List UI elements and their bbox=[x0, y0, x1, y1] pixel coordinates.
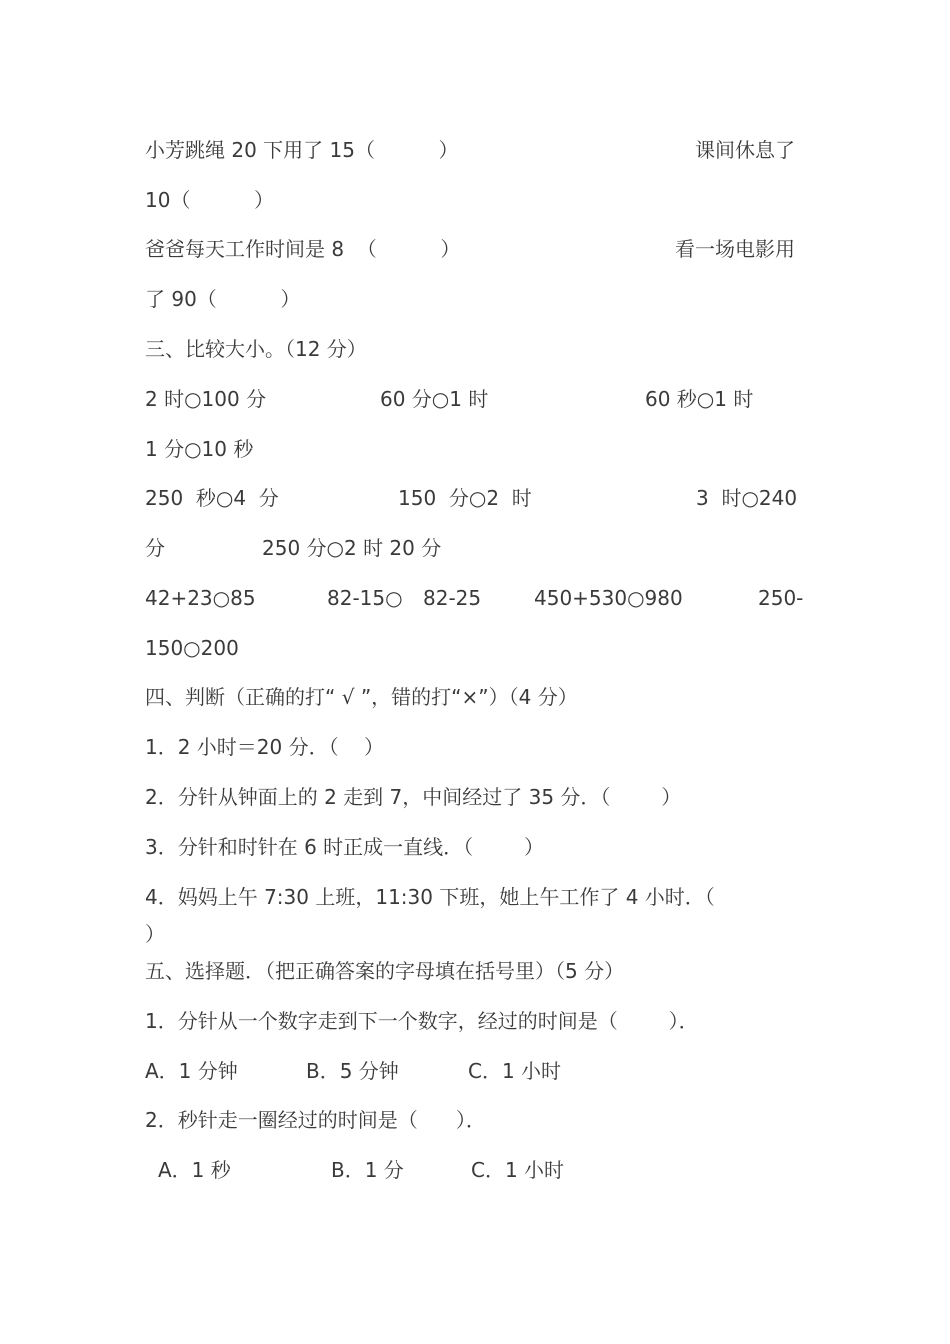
choice-question-2: 2．秒针走一圈经过的时间是（ ）． bbox=[145, 1108, 486, 1132]
compare-item: 150 分○2 时 bbox=[398, 486, 532, 510]
compare-item: 250 分○2 时 20 分 bbox=[262, 536, 442, 560]
choice-option-c: C．1 小时 bbox=[471, 1158, 565, 1182]
compare-item: 1 分○10 秒 bbox=[145, 437, 254, 461]
fill-blank-line-1a: 小芳跳绳 20 下用了 15（ ） bbox=[145, 138, 459, 162]
compare-item: 250 秒○4 分 bbox=[145, 486, 279, 510]
compare-item: 82-15○ bbox=[327, 586, 403, 610]
choice-option-a: A．1 分钟 bbox=[145, 1059, 238, 1083]
fill-blank-line-1b: 课间休息了 bbox=[695, 138, 795, 162]
compare-item: 150○200 bbox=[145, 636, 239, 660]
choice-option-b: B．1 分 bbox=[331, 1158, 404, 1182]
section-5-heading: 五、选择题．（把正确答案的字母填在括号里）（5 分） bbox=[145, 959, 625, 983]
fill-blank-line-3b: 看一场电影用 bbox=[675, 237, 795, 261]
choice-option-a: A．1 秒 bbox=[158, 1158, 231, 1182]
fill-blank-line-2: 10（ ） bbox=[145, 188, 275, 212]
section-3-heading: 三、比较大小。（12 分） bbox=[145, 337, 367, 361]
compare-item: 2 时○100 分 bbox=[145, 387, 267, 411]
judge-question-2: 2．分针从钟面上的 2 走到 7，中间经过了 35 分．（ ） bbox=[145, 785, 682, 809]
judge-question-4-paren: ） bbox=[145, 922, 165, 946]
choice-option-c: C．1 小时 bbox=[468, 1059, 562, 1083]
section-4-heading: 四、判断（正确的打“ √ ”，错的打“×”）（4 分） bbox=[145, 685, 578, 709]
compare-item: 82-25 bbox=[423, 586, 482, 610]
compare-item: 分 bbox=[145, 536, 165, 560]
judge-question-4: 4．妈妈上午 7:30 上班，11:30 下班，她上午工作了 4 小时．（ bbox=[145, 885, 715, 909]
judge-question-1: 1．2 小时＝20 分．（ ） bbox=[145, 735, 385, 759]
judge-question-3: 3．分针和时针在 6 时正成一直线．（ ） bbox=[145, 835, 545, 859]
compare-item: 42+23○85 bbox=[145, 586, 256, 610]
compare-item: 60 分○1 时 bbox=[380, 387, 489, 411]
choice-question-1: 1．分针从一个数字走到下一个数字，经过的时间是（ ）． bbox=[145, 1009, 699, 1033]
compare-item: 250- bbox=[758, 586, 804, 610]
choice-option-b: B．5 分钟 bbox=[306, 1059, 399, 1083]
compare-item: 3 时○240 bbox=[696, 486, 798, 510]
fill-blank-line-3a: 爸爸每天工作时间是 8 （ ） bbox=[145, 237, 461, 261]
fill-blank-line-4: 了 90（ ） bbox=[145, 287, 301, 311]
compare-item: 60 秒○1 时 bbox=[645, 387, 754, 411]
compare-item: 450+530○980 bbox=[534, 586, 683, 610]
